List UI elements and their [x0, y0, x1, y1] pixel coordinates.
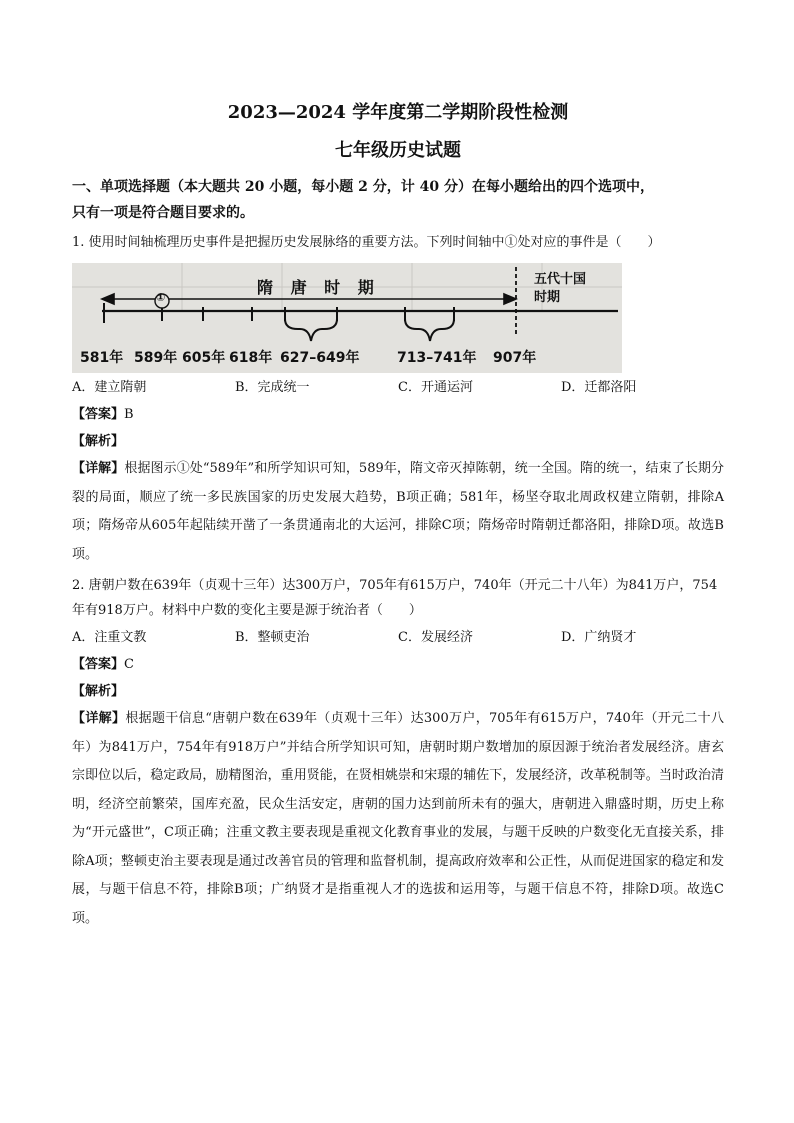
q1-detail-text: 根据图示①处“589年”和所学知识可知，589年，隋文帝灭掉陈朝，统一全国。隋的统一，结束了长期分裂的局面，顺应了统一多民族国家的历史发展大趋势，B项正确；581年，杨坚夺取北周政权建立隋朝，排除A项；隋炀帝从605年起陆续开凿了一条贯通南北的大运河，排除C项；隋炀帝时隋朝迁都洛阳，排除D项。故选B项。	[72, 461, 724, 562]
timeline-year-581: 581年	[80, 350, 124, 366]
q1-detail	[72, 455, 724, 569]
timeline-year-618: 618年	[229, 350, 273, 366]
q2-detail-text: 根据题干信息“唐朝户数在639年（贞观十三年）达300万户，705年有615万户，740年（开元二十八年）为841万户，754年有918万户”并结合所学知识可知，唐朝时期户数增加的原因源于统治者发展经济。唐玄宗即位以后，稳定政局，励精图治，重用贤能，在贤相姚崇和宋璟的辅佐下，发展经济，改革税制等。当时政治清明，经济空前繁荣，国库充盈，民众生活安定，唐朝的国力达到前所未有的强大，唐朝进入鼎盛时期，历史上称为“开元盛世”，C项正确；注重文教主要表现是重视文化教育事业的发展，与题干反映的户数变化无直接关系，排除A项；整顿吏治主要表现是通过改善官员的管理和监督机制，提高政府效率和公正性，从而促进国家的稳定和发展，与题干信息不符，排除B项；广纳贤才是指重视人才的选拔和运用等，与题干信息不符，排除D项。故选C项。	[72, 711, 724, 926]
q1-option-b: B．完成统一	[235, 380, 310, 395]
question-1-options	[72, 375, 724, 401]
q1-option-c: C．开通运河	[398, 380, 473, 395]
question-1-stem: 1. 使用时间轴梳理历史事件是把握历史发展脉络的重要方法。下列时间轴中①处对应的事件是（ ）	[72, 235, 661, 250]
timeline-later-period-line1: 五代十国	[534, 272, 587, 287]
q1-option-a: A．建立隋朝	[72, 380, 147, 395]
timeline-figure	[72, 263, 622, 373]
section-heading-line1: 一、单项选择题（本大题共 20 小题，每小题 2 分，计 40 分）在每小题给出的四个选项中，	[72, 179, 654, 195]
timeline-year-907: 907年	[493, 350, 537, 366]
timeline-year-605: 605年	[182, 350, 226, 366]
exam-page	[72, 96, 724, 933]
question-2-stem: 2. 唐朝户数在639年（贞观十三年）达300万户，705年有615万户，740年（开元二十八年）为841万户，754年有918万户。材料中户数的变化主要是源于统治者（ ）	[72, 578, 718, 618]
exam-title: 2023—2024 学年度第二学期阶段性检测	[227, 102, 569, 123]
q1-detail-tag: 【详解】	[72, 461, 125, 476]
q1-analysis-tag: 【解析】	[72, 434, 125, 449]
q1-option-d: D．迁都洛阳	[561, 380, 637, 395]
q2-analysis-tag: 【解析】	[72, 684, 125, 699]
exam-subtitle: 七年级历史试题	[335, 140, 461, 161]
timeline-year-713-741: 713–741年	[397, 350, 477, 366]
q2-detail	[72, 705, 724, 933]
q2-answer-tag: 【答案】	[72, 657, 125, 672]
section-heading-line2: 只有一项是符合题目要求的。	[72, 205, 254, 221]
q2-answer-value: C	[124, 657, 134, 672]
q1-answer	[72, 401, 724, 428]
timeline-later-period	[534, 271, 586, 307]
q2-answer	[72, 651, 724, 678]
section-heading	[72, 174, 724, 226]
timeline-marker: ①	[156, 291, 166, 304]
q1-answer-value: B	[124, 407, 134, 422]
timeline-later-period-line2: 时期	[534, 290, 561, 305]
timeline-period-label: 隋 唐 时 期	[257, 278, 380, 297]
q2-option-c: C．发展经济	[398, 630, 473, 645]
timeline-year-627-649: 627–649年	[280, 350, 360, 366]
question-2-options	[72, 625, 724, 651]
q2-detail-tag: 【详解】	[72, 711, 126, 726]
q2-option-a: A．注重文教	[72, 630, 147, 645]
q2-option-b: B．整顿吏治	[235, 630, 310, 645]
timeline-year-589: 589年	[134, 350, 178, 366]
q2-option-d: D．广纳贤才	[561, 630, 637, 645]
q1-answer-tag: 【答案】	[72, 407, 125, 422]
